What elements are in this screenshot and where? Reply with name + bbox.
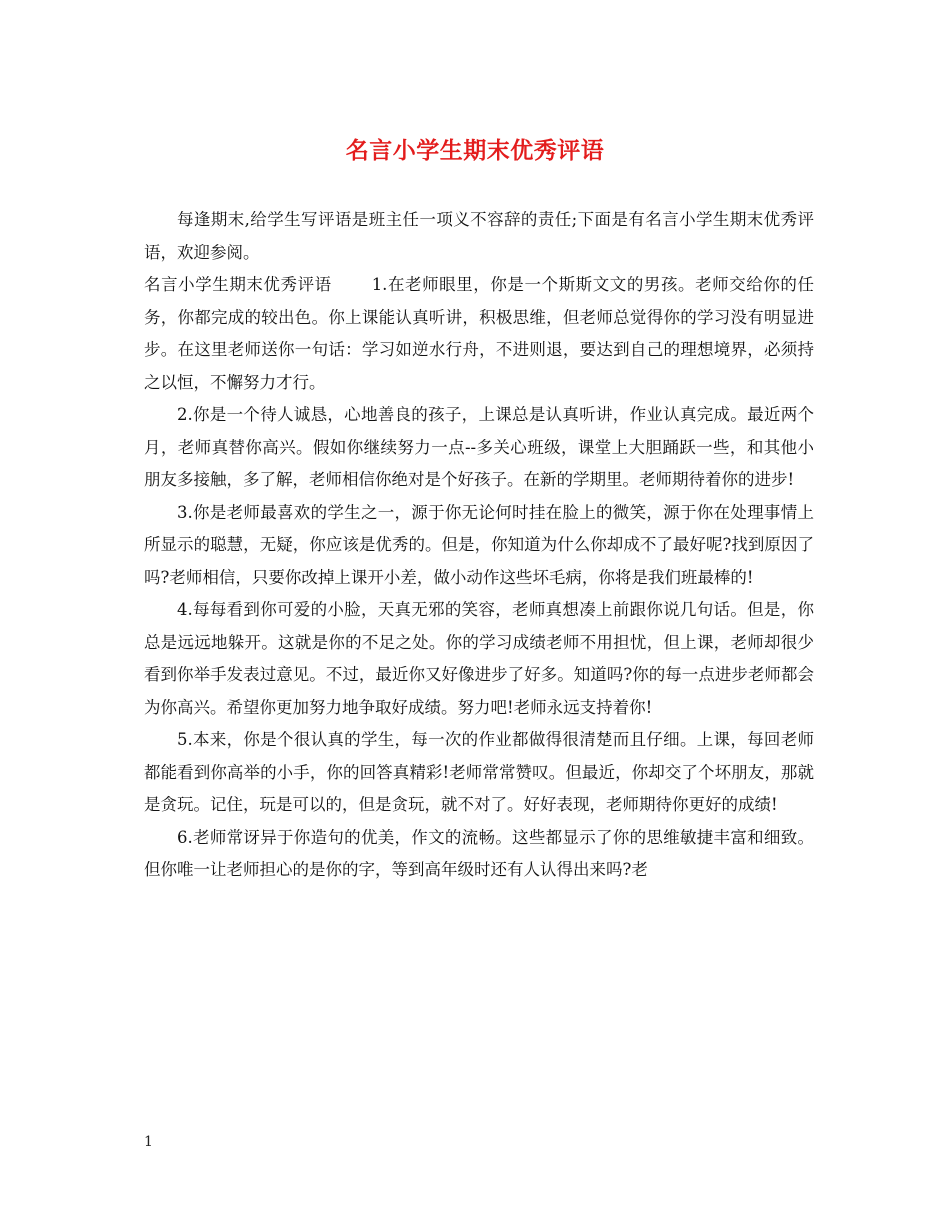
item-1-text: 1.在老师眼里，你是一个斯斯文文的男孩。老师交给你的任务，你都完成的较出色。你上课能认真听讲，积极思维，但老师总觉得你的学习没有明显进步。在这里老师送你一句话：学习如逆水行舟，不进则退，要达到自己的理想境界，必须持之以恒，不懈努力才行。 xyxy=(144,275,814,392)
document-title: 名言小学生期末优秀评语 xyxy=(345,137,605,164)
item-4-paragraph: 4.每每看到你可爱的小脸，天真无邪的笑容，老师真想凑上前跟你说几句话。但是，你总是远远地躲开。这就是你的不足之处。你的学习成绩老师不用担忧，但上课，老师却很少看到你举手发表过意见。不过，最近你又好像进步了好多。知道吗?你的每一点进步老师都会为你高兴。希望你更加努力地争取好成绩。努力吧!老师永远支持着你! xyxy=(144,600,814,717)
item-2-paragraph: 2.你是一个待人诚恳，心地善良的孩子，上课总是认真听讲，作业认真完成。最近两个月，老师真替你高兴。假如你继续努力一点--多关心班级，课堂上大胆踊跃一些，和其他小朋友多接触，多了解，老师相信你绝对是个好孩子。在新的学期里。老师期待着你的进步! xyxy=(144,405,814,489)
item-1-paragraph xyxy=(144,269,814,399)
section-heading: 名言小学生期末优秀评语 xyxy=(144,275,332,294)
item-6-paragraph: 6.老师常讶异于你造句的优美，作文的流畅。这些都显示了你的思维敏捷丰富和细致。但你唯一让老师担心的是你的字，等到高年级时还有人认得出来吗?老 xyxy=(144,827,814,879)
item-5-paragraph: 5.本来，你是个很认真的学生，每一次的作业都做得很清楚而且仔细。上课，每回老师都能看到你高举的小手，你的回答真精彩!老师常常赞叹。但最近，你却交了个坏朋友，那就是贪玩。记住，玩是可以的，但是贪玩，就不对了。好好表现，老师期待你更好的成绩! xyxy=(144,730,814,814)
document-body xyxy=(144,204,814,887)
page-number: 1 xyxy=(144,1134,153,1150)
intro-paragraph: 每逢期末,给学生写评语是班主任一项义不容辞的责任;下面是有名言小学生期末优秀评语，欢迎参阅。 xyxy=(144,210,814,262)
item-3-paragraph: 3.你是老师最喜欢的学生之一，源于你无论何时挂在脸上的微笑，源于你在处理事情上所显示的聪慧，无疑，你应该是优秀的。但是，你知道为什么你却成不了最好呢?找到原因了吗?老师相信，只要你改掉上课开小差，做小动作这些坏毛病，你将是我们班最棒的! xyxy=(144,502,814,587)
